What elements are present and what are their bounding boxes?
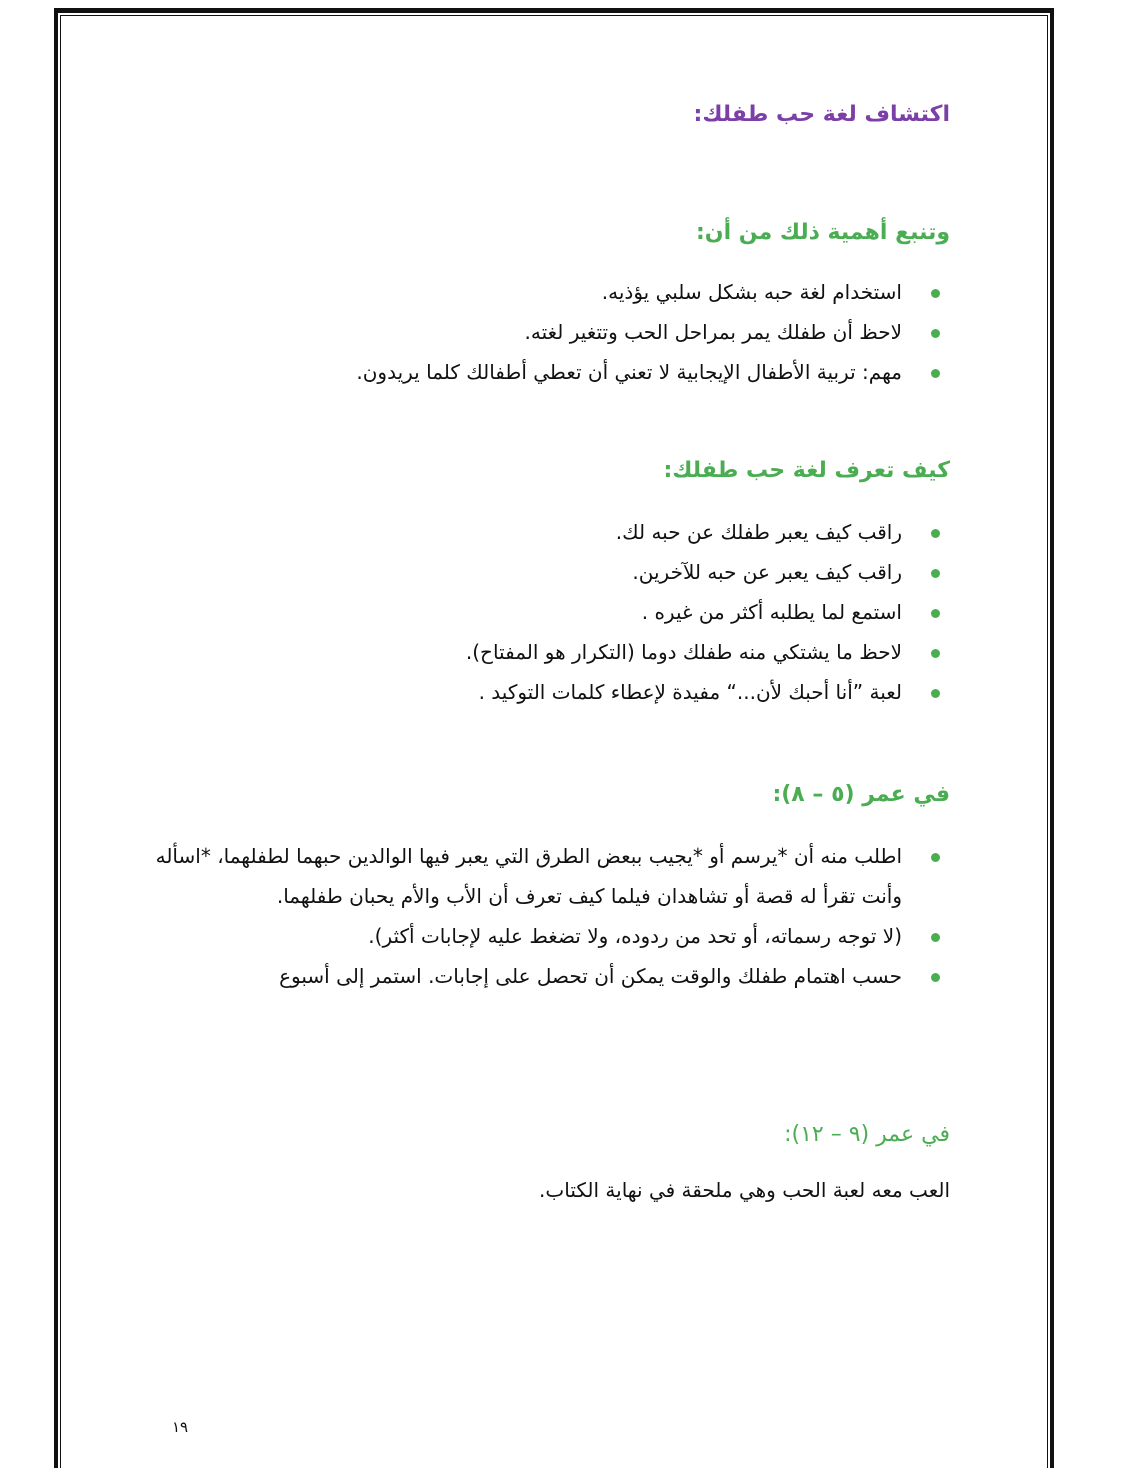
- list-item: [120, 836, 950, 916]
- list-item-text: استخدام لغة حبه بشكل سلبي يؤذيه.: [601, 280, 902, 304]
- bullet-icon: [931, 369, 940, 378]
- list-item: [120, 632, 950, 672]
- list-item: [120, 592, 950, 632]
- list-item-text: راقب كيف يعبر طفلك عن حبه لك.: [615, 520, 902, 544]
- list-item: [120, 512, 950, 552]
- how-to-know-list: [120, 512, 950, 712]
- list-item-text: راقب كيف يعبر عن حبه للآخرين.: [632, 560, 902, 584]
- heading-how-to-know: كيف تعرف لغة حب طفلك:: [663, 458, 950, 483]
- bullet-icon: [931, 569, 940, 578]
- heading-discover-love-language: اكتشاف لغة حب طفلك:: [693, 102, 950, 127]
- bullet-icon: [931, 529, 940, 538]
- list-item: [120, 956, 950, 996]
- list-item-text: اطلب منه أن *يرسم أو *يجيب ببعض الطرق التي يعبر فيها الوالدين حبهما لطفلهما، *اسأله وأنت تقرأ له قصة أو تشاهدان فيلما كيف تعرف أن الأب والأم يحبان طفلهما.: [155, 844, 902, 908]
- heading-age-9-12: في عمر (٩ – ١٢):: [784, 1122, 950, 1147]
- bullet-icon: [931, 933, 940, 942]
- bullet-icon: [931, 289, 940, 298]
- bullet-icon: [931, 973, 940, 982]
- bullet-icon: [931, 853, 940, 862]
- list-item: [120, 552, 950, 592]
- heading-age-5-8: في عمر (٥ – ٨):: [772, 782, 950, 807]
- page-number: ١٩: [172, 1418, 189, 1436]
- list-item-text: لعبة ”أنا أحبك لأن...“ مفيدة لإعطاء كلمات التوكيد .: [478, 680, 902, 704]
- list-item-text: لاحظ أن طفلك يمر بمراحل الحب وتتغير لغته.: [524, 320, 902, 344]
- list-item: [120, 916, 950, 956]
- age-5-8-list: [120, 836, 950, 996]
- bullet-icon: [931, 689, 940, 698]
- list-item-text: حسب اهتمام طفلك والوقت يمكن أن تحصل على إجابات. استمر إلى أسبوع: [279, 964, 902, 988]
- list-item: [120, 272, 950, 312]
- list-item-text: مهم: تربية الأطفال الإيجابية لا تعني أن تعطي أطفالك كلما يريدون.: [356, 360, 902, 384]
- bullet-icon: [931, 609, 940, 618]
- heading-importance: وتنبع أهمية ذلك من أن:: [696, 220, 950, 245]
- list-item-text: لاحظ ما يشتكي منه طفلك دوما (التكرار هو المفتاح).: [465, 640, 902, 664]
- list-item: [120, 672, 950, 712]
- list-item: [120, 312, 950, 352]
- list-item: [120, 352, 950, 392]
- list-item-text: (لا توجه رسماته، أو تحد من ردوده، ولا تضغط عليه لإجابات أكثر).: [368, 924, 902, 948]
- list-item-text: استمع لما يطلبه أكثر من غيره .: [641, 600, 902, 624]
- bullet-icon: [931, 649, 940, 658]
- importance-list: [120, 272, 950, 392]
- love-game-paragraph: العب معه لعبة الحب وهي ملحقة في نهاية الكتاب.: [539, 1178, 950, 1202]
- bullet-icon: [931, 329, 940, 338]
